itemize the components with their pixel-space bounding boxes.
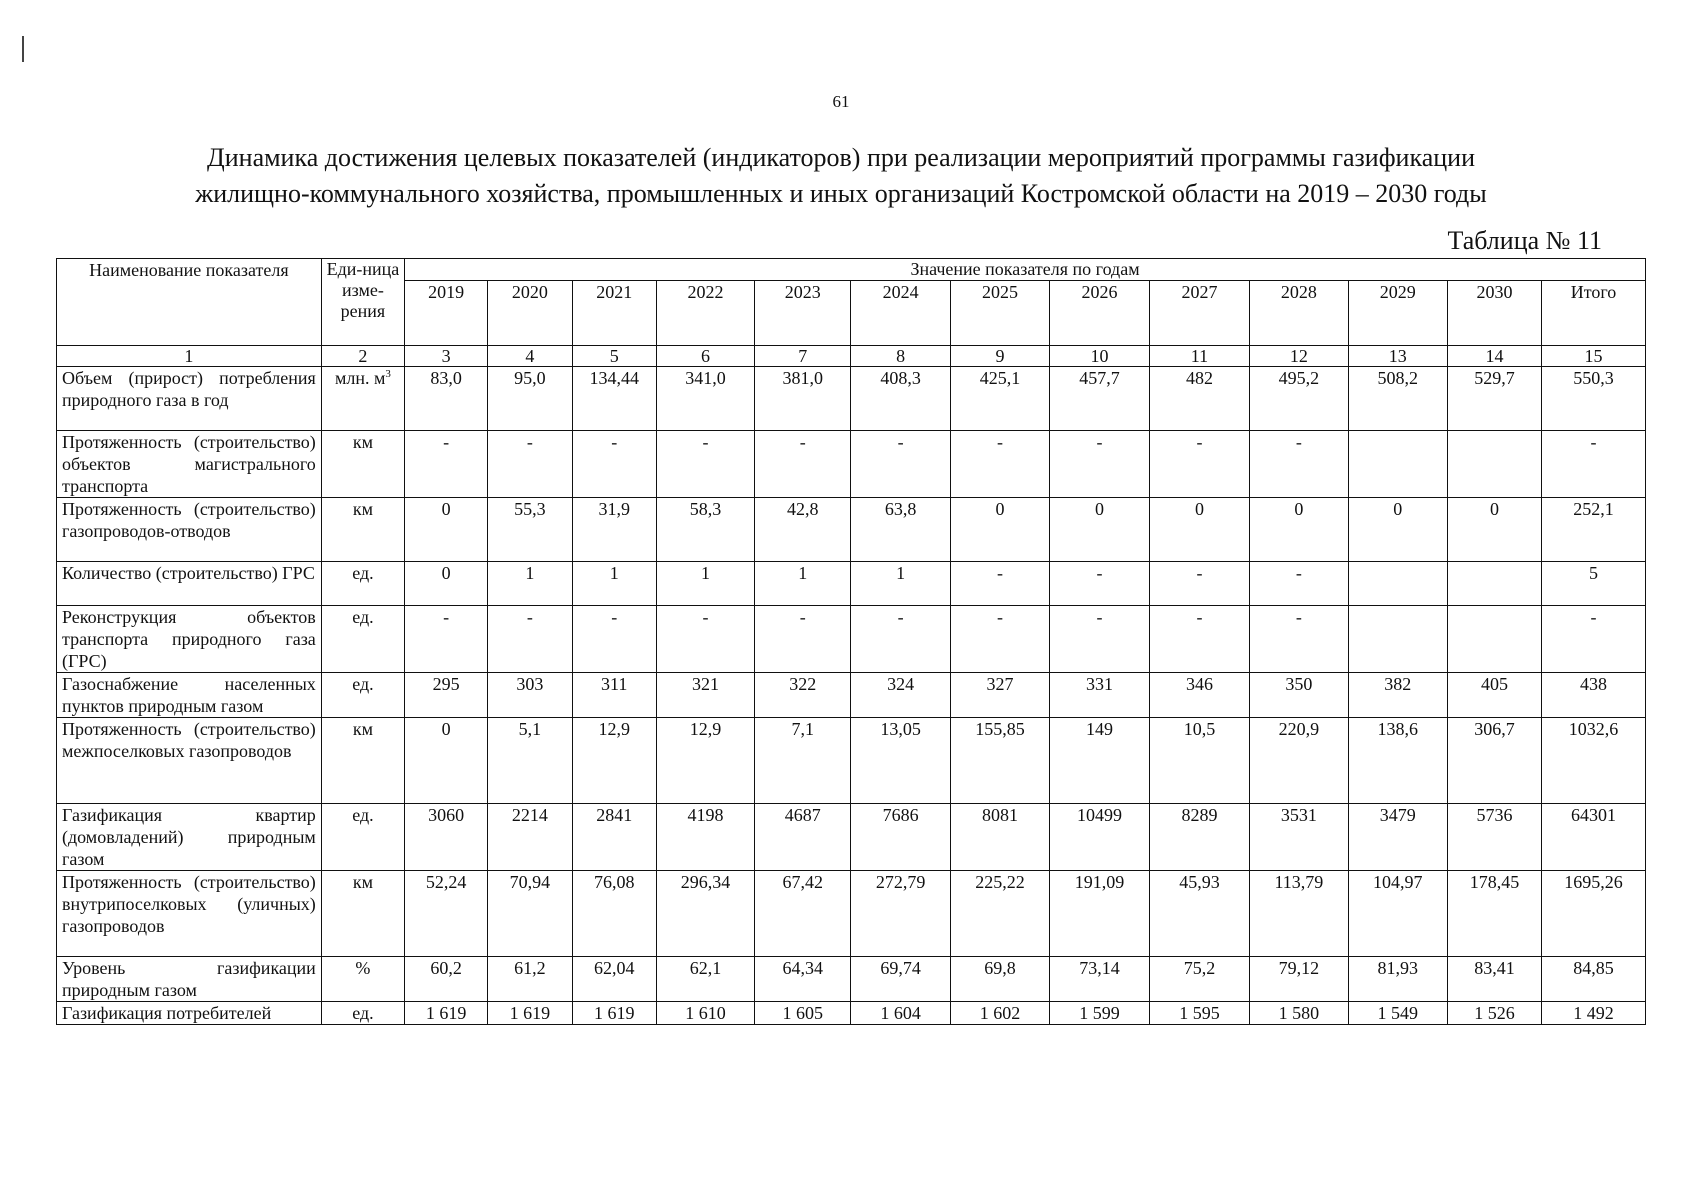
value-cell-2022: 296,34 — [656, 871, 754, 957]
value-cell-2027: 75,2 — [1149, 957, 1250, 1002]
value-cell-2030: 0 — [1448, 498, 1542, 562]
value-cell-2029 — [1348, 606, 1447, 673]
value-cell-2029: 81,93 — [1348, 957, 1447, 1002]
value-cell-2027: 8289 — [1149, 804, 1250, 871]
table-row — [57, 431, 1646, 498]
header-year-2022: 2022 — [656, 281, 754, 346]
value-cell-2025: 425,1 — [950, 367, 1049, 431]
value-cell-2022: 1 610 — [656, 1002, 754, 1025]
value-cell-2023: 1 — [755, 562, 851, 606]
title-line-1: Динамика достижения целевых показателей (индикаторов) при реализации мероприятий программы газификации — [207, 143, 1475, 172]
value-cell-2019: 83,0 — [405, 367, 488, 431]
unit-cell — [321, 498, 404, 562]
column-number: 8 — [851, 346, 950, 367]
value-cell-2027: 1 595 — [1149, 1002, 1250, 1025]
value-cell-2027: 0 — [1149, 498, 1250, 562]
value-cell-2026: 0 — [1050, 498, 1149, 562]
value-cell-2030: 306,7 — [1448, 718, 1542, 804]
value-cell-2021: 134,44 — [572, 367, 656, 431]
value-cell-2021: 1 — [572, 562, 656, 606]
value-cell-2029: 104,97 — [1348, 871, 1447, 957]
value-cell-2021: - — [572, 431, 656, 498]
value-cell-2030: 178,45 — [1448, 871, 1542, 957]
value-cell-2019: 0 — [405, 718, 488, 804]
unit-cell — [321, 718, 404, 804]
total-cell: 550,3 — [1542, 367, 1646, 431]
document-title — [40, 140, 1642, 212]
indicators-table — [56, 258, 1646, 1025]
header-year-2030: 2030 — [1448, 281, 1542, 346]
value-cell-2024: 408,3 — [851, 367, 950, 431]
unit-cell — [321, 804, 404, 871]
total-cell: 1695,26 — [1542, 871, 1646, 957]
value-cell-2020: 55,3 — [488, 498, 572, 562]
value-cell-2029: 138,6 — [1348, 718, 1447, 804]
value-cell-2022: 341,0 — [656, 367, 754, 431]
indicator-name: Газификация квартир (домовладений) природным газом — [57, 804, 322, 871]
value-cell-2026: 457,7 — [1050, 367, 1149, 431]
value-cell-2029 — [1348, 431, 1447, 498]
unit-label: ед. — [352, 805, 374, 825]
indicator-name: Реконструкция объектов транспорта природного газа (ГРС) — [57, 606, 322, 673]
total-cell: - — [1542, 606, 1646, 673]
value-cell-2020: 1 — [488, 562, 572, 606]
unit-cell — [321, 606, 404, 673]
column-number: 5 — [572, 346, 656, 367]
header-year-2020: 2020 — [488, 281, 572, 346]
value-cell-2020: - — [488, 431, 572, 498]
indicator-name: Протяженность (строительство) межпоселковых газопроводов — [57, 718, 322, 804]
value-cell-2021: - — [572, 606, 656, 673]
value-cell-2019: 295 — [405, 673, 488, 718]
column-number: 11 — [1149, 346, 1250, 367]
unit-cell — [321, 431, 404, 498]
indicator-name: Газификация потребителей — [57, 1002, 322, 1025]
value-cell-2030: 5736 — [1448, 804, 1542, 871]
value-cell-2023: 4687 — [755, 804, 851, 871]
indicator-name: Количество (строительство) ГРС — [57, 562, 322, 606]
value-cell-2024: - — [851, 431, 950, 498]
value-cell-2029: 508,2 — [1348, 367, 1447, 431]
unit-label: % — [355, 958, 371, 978]
header-year-2025: 2025 — [950, 281, 1049, 346]
header-values-group: Значение показателя по годам — [405, 259, 1646, 281]
value-cell-2029 — [1348, 562, 1447, 606]
value-cell-2030: 1 526 — [1448, 1002, 1542, 1025]
value-cell-2025: 0 — [950, 498, 1049, 562]
value-cell-2028: 79,12 — [1250, 957, 1348, 1002]
value-cell-2026: - — [1050, 562, 1149, 606]
value-cell-2028: - — [1250, 562, 1348, 606]
value-cell-2020: 5,1 — [488, 718, 572, 804]
value-cell-2027: 346 — [1149, 673, 1250, 718]
scan-mark — [22, 36, 24, 62]
header-year-2021: 2021 — [572, 281, 656, 346]
value-cell-2025: 1 602 — [950, 1002, 1049, 1025]
value-cell-2019: 0 — [405, 562, 488, 606]
indicator-name: Объем (прирост) потребления природного газа в год — [57, 367, 322, 431]
value-cell-2024: 1 604 — [851, 1002, 950, 1025]
unit-cell — [321, 562, 404, 606]
value-cell-2021: 31,9 — [572, 498, 656, 562]
column-number: 14 — [1448, 346, 1542, 367]
value-cell-2027: - — [1149, 431, 1250, 498]
column-number: 15 — [1542, 346, 1646, 367]
header-total: Итого — [1542, 281, 1646, 346]
value-cell-2022: 1 — [656, 562, 754, 606]
value-cell-2028: - — [1250, 431, 1348, 498]
value-cell-2019: 1 619 — [405, 1002, 488, 1025]
unit-label: км — [352, 499, 373, 519]
value-cell-2022: 62,1 — [656, 957, 754, 1002]
unit-cell — [321, 871, 404, 957]
value-cell-2024: 69,74 — [851, 957, 950, 1002]
unit-label: ед. — [352, 1003, 374, 1023]
value-cell-2024: 7686 — [851, 804, 950, 871]
indicator-name: Уровень газификации природным газом — [57, 957, 322, 1002]
unit-label: ед. — [352, 674, 374, 694]
total-cell: 1 492 — [1542, 1002, 1646, 1025]
value-cell-2024: 13,05 — [851, 718, 950, 804]
unit-cell — [321, 957, 404, 1002]
header-year-2027: 2027 — [1149, 281, 1250, 346]
value-cell-2029: 0 — [1348, 498, 1447, 562]
value-cell-2019: - — [405, 606, 488, 673]
value-cell-2023: 42,8 — [755, 498, 851, 562]
table-row — [57, 606, 1646, 673]
table-row — [57, 718, 1646, 804]
value-cell-2027: 45,93 — [1149, 871, 1250, 957]
total-cell: 1032,6 — [1542, 718, 1646, 804]
value-cell-2020: 2214 — [488, 804, 572, 871]
table-row — [57, 804, 1646, 871]
value-cell-2029: 3479 — [1348, 804, 1447, 871]
value-cell-2028: 0 — [1250, 498, 1348, 562]
value-cell-2020: 95,0 — [488, 367, 572, 431]
indicator-name: Протяженность (строительство) газопроводов-отводов — [57, 498, 322, 562]
indicator-name: Протяженность (строительство) внутрипоселковых (уличных) газопроводов — [57, 871, 322, 957]
total-cell: 5 — [1542, 562, 1646, 606]
unit-label: км — [352, 719, 373, 739]
value-cell-2029: 382 — [1348, 673, 1447, 718]
value-cell-2023: 64,34 — [755, 957, 851, 1002]
value-cell-2025: 8081 — [950, 804, 1049, 871]
value-cell-2026: 1 599 — [1050, 1002, 1149, 1025]
header-row-1 — [57, 259, 1646, 281]
value-cell-2025: 69,8 — [950, 957, 1049, 1002]
value-cell-2024: - — [851, 606, 950, 673]
value-cell-2026: - — [1050, 431, 1149, 498]
unit-label: км — [352, 872, 373, 892]
column-number: 4 — [488, 346, 572, 367]
value-cell-2022: - — [656, 606, 754, 673]
value-cell-2026: 73,14 — [1050, 957, 1149, 1002]
value-cell-2025: 225,22 — [950, 871, 1049, 957]
value-cell-2022: 58,3 — [656, 498, 754, 562]
table-row — [57, 562, 1646, 606]
table-label: Таблица № 11 — [1447, 226, 1602, 255]
column-number: 6 — [656, 346, 754, 367]
table-row — [57, 367, 1646, 431]
value-cell-2026: 149 — [1050, 718, 1149, 804]
value-cell-2027: - — [1149, 606, 1250, 673]
unit-cell — [321, 673, 404, 718]
header-unit: Еди-ница изме-рения — [321, 259, 404, 346]
header-year-2023: 2023 — [755, 281, 851, 346]
column-number: 12 — [1250, 346, 1348, 367]
value-cell-2030 — [1448, 562, 1542, 606]
value-cell-2021: 12,9 — [572, 718, 656, 804]
unit-superscript: 3 — [385, 368, 391, 380]
value-cell-2022: - — [656, 431, 754, 498]
table-row — [57, 957, 1646, 1002]
unit-label: ед. — [352, 563, 374, 583]
value-cell-2019: 3060 — [405, 804, 488, 871]
table-body — [57, 367, 1646, 1025]
value-cell-2025: - — [950, 431, 1049, 498]
unit-label: ед. — [352, 607, 374, 627]
value-cell-2029: 1 549 — [1348, 1002, 1447, 1025]
unit-label: млн. м — [334, 368, 386, 388]
column-number: 7 — [755, 346, 851, 367]
value-cell-2021: 76,08 — [572, 871, 656, 957]
value-cell-2019: 60,2 — [405, 957, 488, 1002]
value-cell-2021: 311 — [572, 673, 656, 718]
value-cell-2030 — [1448, 431, 1542, 498]
column-number: 1 — [57, 346, 322, 367]
value-cell-2028: 350 — [1250, 673, 1348, 718]
value-cell-2028: 220,9 — [1250, 718, 1348, 804]
value-cell-2022: 12,9 — [656, 718, 754, 804]
total-cell: 252,1 — [1542, 498, 1646, 562]
header-year-2026: 2026 — [1050, 281, 1149, 346]
header-year-2029: 2029 — [1348, 281, 1447, 346]
value-cell-2030: 405 — [1448, 673, 1542, 718]
value-cell-2020: 70,94 — [488, 871, 572, 957]
value-cell-2030 — [1448, 606, 1542, 673]
header-year-2024: 2024 — [851, 281, 950, 346]
value-cell-2022: 4198 — [656, 804, 754, 871]
value-cell-2028: - — [1250, 606, 1348, 673]
column-number: 10 — [1050, 346, 1149, 367]
table-row — [57, 871, 1646, 957]
value-cell-2024: 324 — [851, 673, 950, 718]
value-cell-2023: - — [755, 606, 851, 673]
value-cell-2021: 1 619 — [572, 1002, 656, 1025]
value-cell-2027: 482 — [1149, 367, 1250, 431]
value-cell-2023: - — [755, 431, 851, 498]
value-cell-2019: 0 — [405, 498, 488, 562]
total-cell: - — [1542, 431, 1646, 498]
title-line-2: жилищно-коммунального хозяйства, промышленных и иных организаций Костромской области на 2019 – 2030 годы — [195, 179, 1487, 208]
value-cell-2021: 2841 — [572, 804, 656, 871]
value-cell-2021: 62,04 — [572, 957, 656, 1002]
value-cell-2019: 52,24 — [405, 871, 488, 957]
indicator-name: Газоснабжение населенных пунктов природным газом — [57, 673, 322, 718]
unit-cell — [321, 367, 404, 431]
value-cell-2023: 381,0 — [755, 367, 851, 431]
table-row — [57, 1002, 1646, 1025]
indicator-name: Протяженность (строительство) объектов магистрального транспорта — [57, 431, 322, 498]
header-name: Наименование показателя — [57, 259, 322, 346]
page-number: 61 — [832, 92, 850, 111]
value-cell-2027: 10,5 — [1149, 718, 1250, 804]
value-cell-2026: 191,09 — [1050, 871, 1149, 957]
table-row — [57, 498, 1646, 562]
value-cell-2025: 327 — [950, 673, 1049, 718]
value-cell-2020: 303 — [488, 673, 572, 718]
value-cell-2020: 61,2 — [488, 957, 572, 1002]
value-cell-2020: 1 619 — [488, 1002, 572, 1025]
value-cell-2025: - — [950, 606, 1049, 673]
value-cell-2028: 495,2 — [1250, 367, 1348, 431]
value-cell-2025: - — [950, 562, 1049, 606]
value-cell-2028: 113,79 — [1250, 871, 1348, 957]
value-cell-2024: 63,8 — [851, 498, 950, 562]
column-numbers-row — [57, 346, 1646, 367]
value-cell-2024: 1 — [851, 562, 950, 606]
column-number: 3 — [405, 346, 488, 367]
total-cell: 84,85 — [1542, 957, 1646, 1002]
header-year-2019: 2019 — [405, 281, 488, 346]
header-year-2028: 2028 — [1250, 281, 1348, 346]
value-cell-2026: - — [1050, 606, 1149, 673]
value-cell-2026: 10499 — [1050, 804, 1149, 871]
column-number: 13 — [1348, 346, 1447, 367]
value-cell-2023: 322 — [755, 673, 851, 718]
value-cell-2023: 67,42 — [755, 871, 851, 957]
unit-cell — [321, 1002, 404, 1025]
value-cell-2028: 1 580 — [1250, 1002, 1348, 1025]
value-cell-2025: 155,85 — [950, 718, 1049, 804]
column-number: 2 — [321, 346, 404, 367]
value-cell-2022: 321 — [656, 673, 754, 718]
value-cell-2030: 529,7 — [1448, 367, 1542, 431]
value-cell-2026: 331 — [1050, 673, 1149, 718]
value-cell-2027: - — [1149, 562, 1250, 606]
value-cell-2030: 83,41 — [1448, 957, 1542, 1002]
value-cell-2028: 3531 — [1250, 804, 1348, 871]
unit-label: км — [352, 432, 373, 452]
value-cell-2020: - — [488, 606, 572, 673]
value-cell-2023: 7,1 — [755, 718, 851, 804]
total-cell: 64301 — [1542, 804, 1646, 871]
table-row — [57, 673, 1646, 718]
column-number: 9 — [950, 346, 1049, 367]
value-cell-2023: 1 605 — [755, 1002, 851, 1025]
total-cell: 438 — [1542, 673, 1646, 718]
value-cell-2019: - — [405, 431, 488, 498]
value-cell-2024: 272,79 — [851, 871, 950, 957]
